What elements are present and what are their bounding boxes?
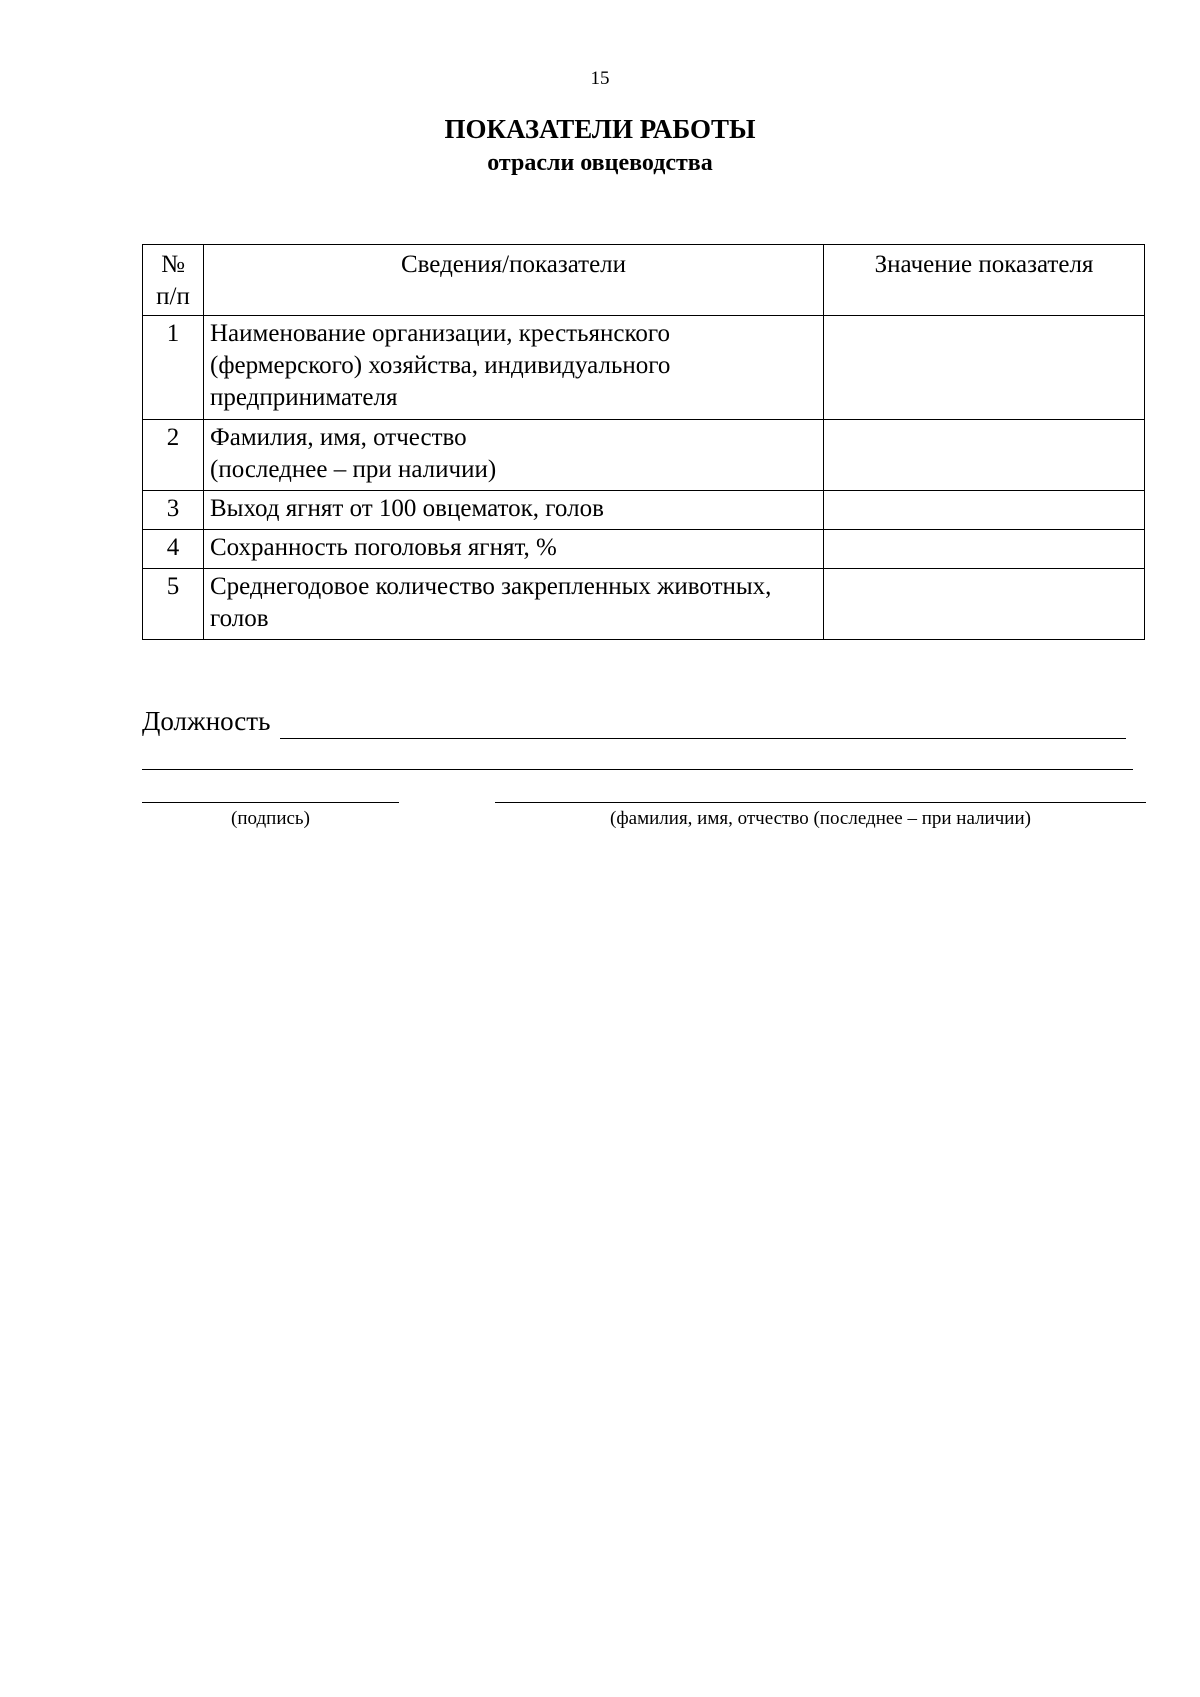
row-value-cell[interactable] xyxy=(824,420,1145,491)
full-name-line[interactable] xyxy=(495,802,1146,803)
row-number: 4 xyxy=(143,530,204,569)
row-info: Выход ягнят от 100 овцематок, голов xyxy=(204,491,824,530)
full-name-caption: (фамилия, имя, отчество (последнее – при наличии) xyxy=(610,808,1031,829)
table-header-row xyxy=(143,245,1145,316)
table-row xyxy=(143,491,1145,530)
header-value: Значение показателя xyxy=(824,245,1145,316)
document-subtitle: отрасли овцеводства xyxy=(487,150,713,176)
row-value-cell[interactable] xyxy=(824,530,1145,569)
row-value-cell[interactable] xyxy=(824,569,1145,640)
row-number: 3 xyxy=(143,491,204,530)
row-value-cell[interactable] xyxy=(824,316,1145,420)
row-value-cell[interactable] xyxy=(824,491,1145,530)
page-number: 15 xyxy=(590,68,610,89)
position-label: Должность xyxy=(142,706,271,736)
table-row xyxy=(143,316,1145,420)
row-number: 5 xyxy=(143,569,204,640)
row-info: Фамилия, имя, отчество (последнее – при наличии) xyxy=(204,420,824,491)
header-number: № п/п xyxy=(143,245,204,316)
signature-line[interactable] xyxy=(142,802,399,803)
row-info: Наименование организации, крестьянского (фермерского) хозяйства, индивидуального предпринимателя xyxy=(204,316,824,420)
row-info: Сохранность поголовья ягнят, % xyxy=(204,530,824,569)
position-line[interactable] xyxy=(280,738,1126,739)
row-number: 1 xyxy=(143,316,204,420)
signature-caption: (подпись) xyxy=(231,808,310,829)
table-row xyxy=(143,420,1145,491)
table-row xyxy=(143,569,1145,640)
table-row xyxy=(143,530,1145,569)
position-continuation-line[interactable] xyxy=(142,769,1133,770)
header-info: Сведения/показатели xyxy=(204,245,824,316)
row-info: Среднегодовое количество закрепленных животных, голов xyxy=(204,569,824,640)
document-title: ПОКАЗАТЕЛИ РАБОТЫ xyxy=(444,114,756,144)
indicators-table xyxy=(142,244,1145,640)
row-number: 2 xyxy=(143,420,204,491)
